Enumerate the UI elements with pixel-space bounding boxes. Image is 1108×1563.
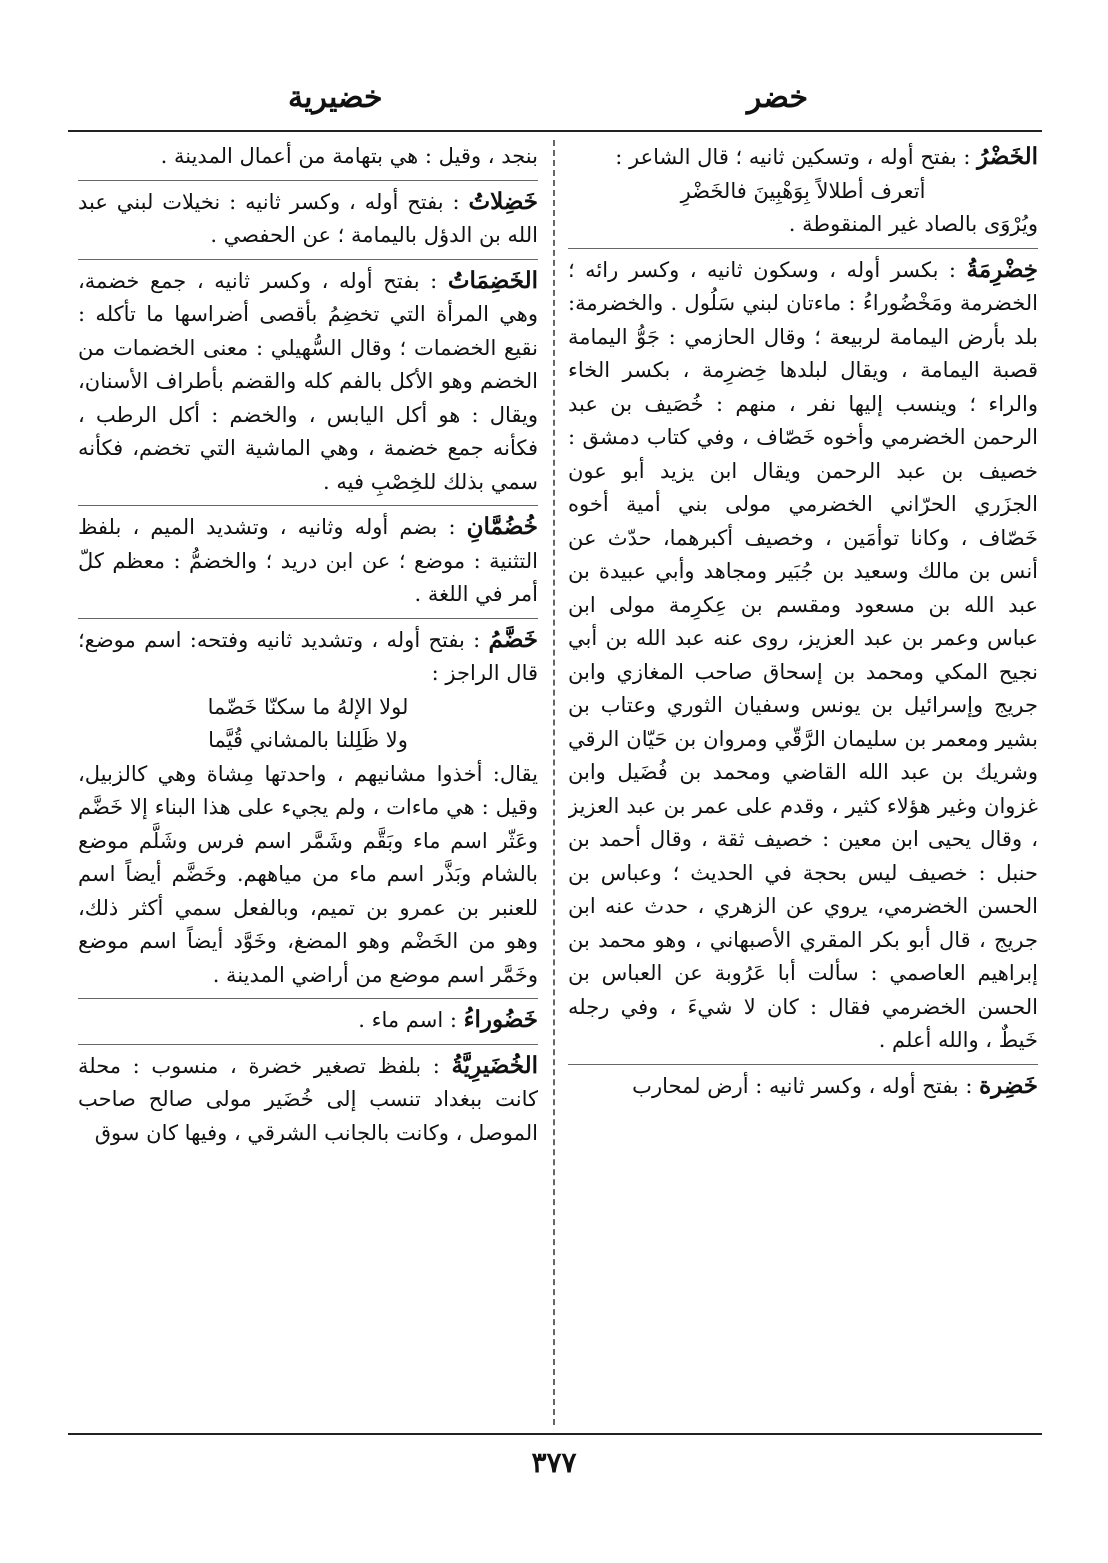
headword: خَضَّمُ xyxy=(488,625,538,653)
entry-khadira xyxy=(568,1064,1038,1104)
definition: : بلفظ تصغير خضرة ، منسوب : محلة كانت ببغداد تنسب إلى خُضَير مولى صالح صاحب الموصل ، وكانت بالجانب الشرقي ، وفيها كان سوق xyxy=(78,1053,538,1145)
headword: خَضِلاتُ xyxy=(468,187,538,215)
entry-khaddam-cont: يقال: أخذوا مشانيهم ، واحدتها مِشاة وهي كالزبيل، وقيل : هي ماءات ، ولم يجيء على هذا البناء إلا خَضَّم وعَثّر اسم ماء وبَقَّم وشَمَّر اسم فرس وشَلَّم موضع بالشام وبَذَّر اسم ماء من مياههم. وخَضَّم أيضاً اسم للعنبر بن عمرو بن تميم، وبالفعل سمي أكثر ذلك، وهو من الخَضْم وهو المضغ، وخَوَّد أيضاً اسم موضع وخَمَّر اسم موضع من أراضي المدينة . xyxy=(78,761,538,987)
headword: خُضُمَّانِ xyxy=(466,513,538,540)
verse-line: أتعرف أطلالاً بِوَهْبِينَ فالخَضْرِ xyxy=(680,178,926,203)
entry-khadira-body xyxy=(568,1069,1038,1104)
definition: : بفتح أوله ، وكسر ثانيه : أرض لمحارب xyxy=(632,1073,980,1098)
verse-line-2: ولا ظَلِلنا بالمشاني قُيَّما xyxy=(208,728,408,752)
entry-note: ويُرْوَى بالصاد غير المنقوطة . xyxy=(788,212,1038,236)
headword: خِضْرِمَةُ xyxy=(966,255,1038,283)
entry-khadr xyxy=(568,140,1038,242)
definition: : بضم أوله وثانيه ، وتشديد الميم ، بلفظ التثنية : موضع ؛ عن ابن دريد ؛ والخضمُّ : معظم كلّ أمر في اللغة . xyxy=(78,515,538,606)
entry-khadura xyxy=(78,998,538,1038)
bottom-rule xyxy=(68,1433,1042,1435)
left-column xyxy=(78,140,538,1430)
definition: : بفتح أوله ، وتشديد ثانيه وفتحه: اسم موضع؛ قال الراجز : xyxy=(78,627,538,685)
entry-khadura-body xyxy=(78,1003,538,1038)
running-header-left: خضيرية xyxy=(288,80,383,115)
headword: خَضِرة xyxy=(979,1071,1038,1099)
top-rule xyxy=(68,130,1042,132)
entry-khadr-head xyxy=(568,140,1038,175)
headword: الخُضَيرِيَّةُ xyxy=(451,1051,538,1079)
headword: الخَضْرُ xyxy=(977,143,1038,170)
definition: : اسم ماء . xyxy=(358,1008,464,1032)
verse-line-1: لولا الإلهُ ما سكنّا خَضّما xyxy=(207,694,409,719)
headword: الخَضِمَاتُ xyxy=(447,266,538,294)
entry-khadilat xyxy=(78,180,538,253)
entry-continuation xyxy=(78,140,538,174)
entry-khadimat xyxy=(78,259,538,500)
entry-khaddam xyxy=(78,618,538,993)
definition: : بفتح أوله ، وكسر ثانيه ، جمع خضمة، وهي المرأة التي تخضِمُ بأقصى أضراسها ما تأكله : نقيع الخضمات ؛ وقال السُّهيلي : معنى الخضمات من الخضم وهو الأكل بالفم كله والقضم بأطراف الأسنان، ويقال : هو أكل اليابس ، والخضم : أكل الرطب ، فكأنه جمع خضمة ، وهي الماشية التي تخضم، فكأنه سمي بذلك للخِصْبِ فيه . xyxy=(78,268,538,494)
entry-khidrima xyxy=(568,248,1038,1058)
right-column xyxy=(568,140,1038,1430)
entry-khidrima-body xyxy=(568,253,1038,1058)
page-number: ٣٧٧ xyxy=(531,1446,577,1479)
entry-khudayriyya-body xyxy=(78,1049,538,1151)
running-header-right: خضر xyxy=(746,80,808,115)
entry-khadilat-body xyxy=(78,185,538,253)
definition: : بفتح أوله ، وتسكين ثانيه ؛ قال الشاعر : xyxy=(615,145,978,169)
definition: : بفتح أوله ، وكسر ثانيه : نخيلات لبني عبد الله بن الدؤل باليمامة ؛ عن الحفصي . xyxy=(78,189,538,247)
continuation-text: بنجد ، وقيل : هي بتهامة من أعمال المدينة . xyxy=(160,144,538,168)
entry-khudumman-body xyxy=(78,510,538,612)
entry-khudayriyya xyxy=(78,1044,538,1151)
column-divider xyxy=(553,140,555,1425)
entry-khadimat-body xyxy=(78,264,538,500)
entry-khudumman xyxy=(78,505,538,612)
definition: : بكسر أوله ، وسكون ثانيه ، وكسر رائه ؛ الخضرمة ومَخْضُوراءُ : ماءتان لبني سَلُول . والخضرمة: بلد بأرض اليمامة لربيعة ؛ وقال الحازمي : جَوُّ اليمامة قصبة اليمامة ، ويقال لبلدها خِضرِمة ، بكسر الخاء والراء ؛ وينسب إليها نفر ، منهم : خُصَيف بن عبد الرحمن الخضرمي وأخوه خَصّاف ، وفي كتاب دمشق : خصيف بن عبد الرحمن ويقال ابن يزيد أبو عون الجزَري الحرّاني الخضرمي مولى بني أمية أخوه خَصّاف ، وكانا توأمَين ، وخصيف أكبرهما، حدّث عن أنس بن مالك وسعيد بن جُبَير ومجاهد وأبي عبيدة بن عبد الله بن مسعود ومقسم بن عِكرِمة مولى ابن عباس وعمر بن عبد العزيز، روى عنه عبد الله بن أبي نجيح المكي ومحمد بن إسحاق صاحب المغازي وابن جريج وإسرائيل بن يونس وسفيان الثوري وعتاب بن بشير ومعمر بن سليمان الرَّقّي ومروان بن حَيّان الرقي وشريك بن عبد الله القاضي ومحمد بن فُضَيل وابن غزوان وغير هؤلاء كثير ، وقدم على عمر بن عبد العزيز ، وقال يحيى ابن معين : خصيف ثقة ، وقال أحمد بن حنبل : خصيف ليس بحجة في الحديث ؛ وعباس بن الحسن الخضرمي، يروي عن الزهري ، حدث عنه ابن جريج ، قال أبو بكر المقري الأصبهاني ، وهو محمد بن إبراهيم العاصمي : سألت أبا عَرُوبة عن العباس بن الحسن الخضرمي فقال : كان لا شيءَ ، وفي رجله خَيطٌ ، والله أعلم . xyxy=(568,257,1038,1052)
entry-khaddam-head xyxy=(78,623,538,691)
headword: خَضُوراءُ xyxy=(463,1006,538,1033)
